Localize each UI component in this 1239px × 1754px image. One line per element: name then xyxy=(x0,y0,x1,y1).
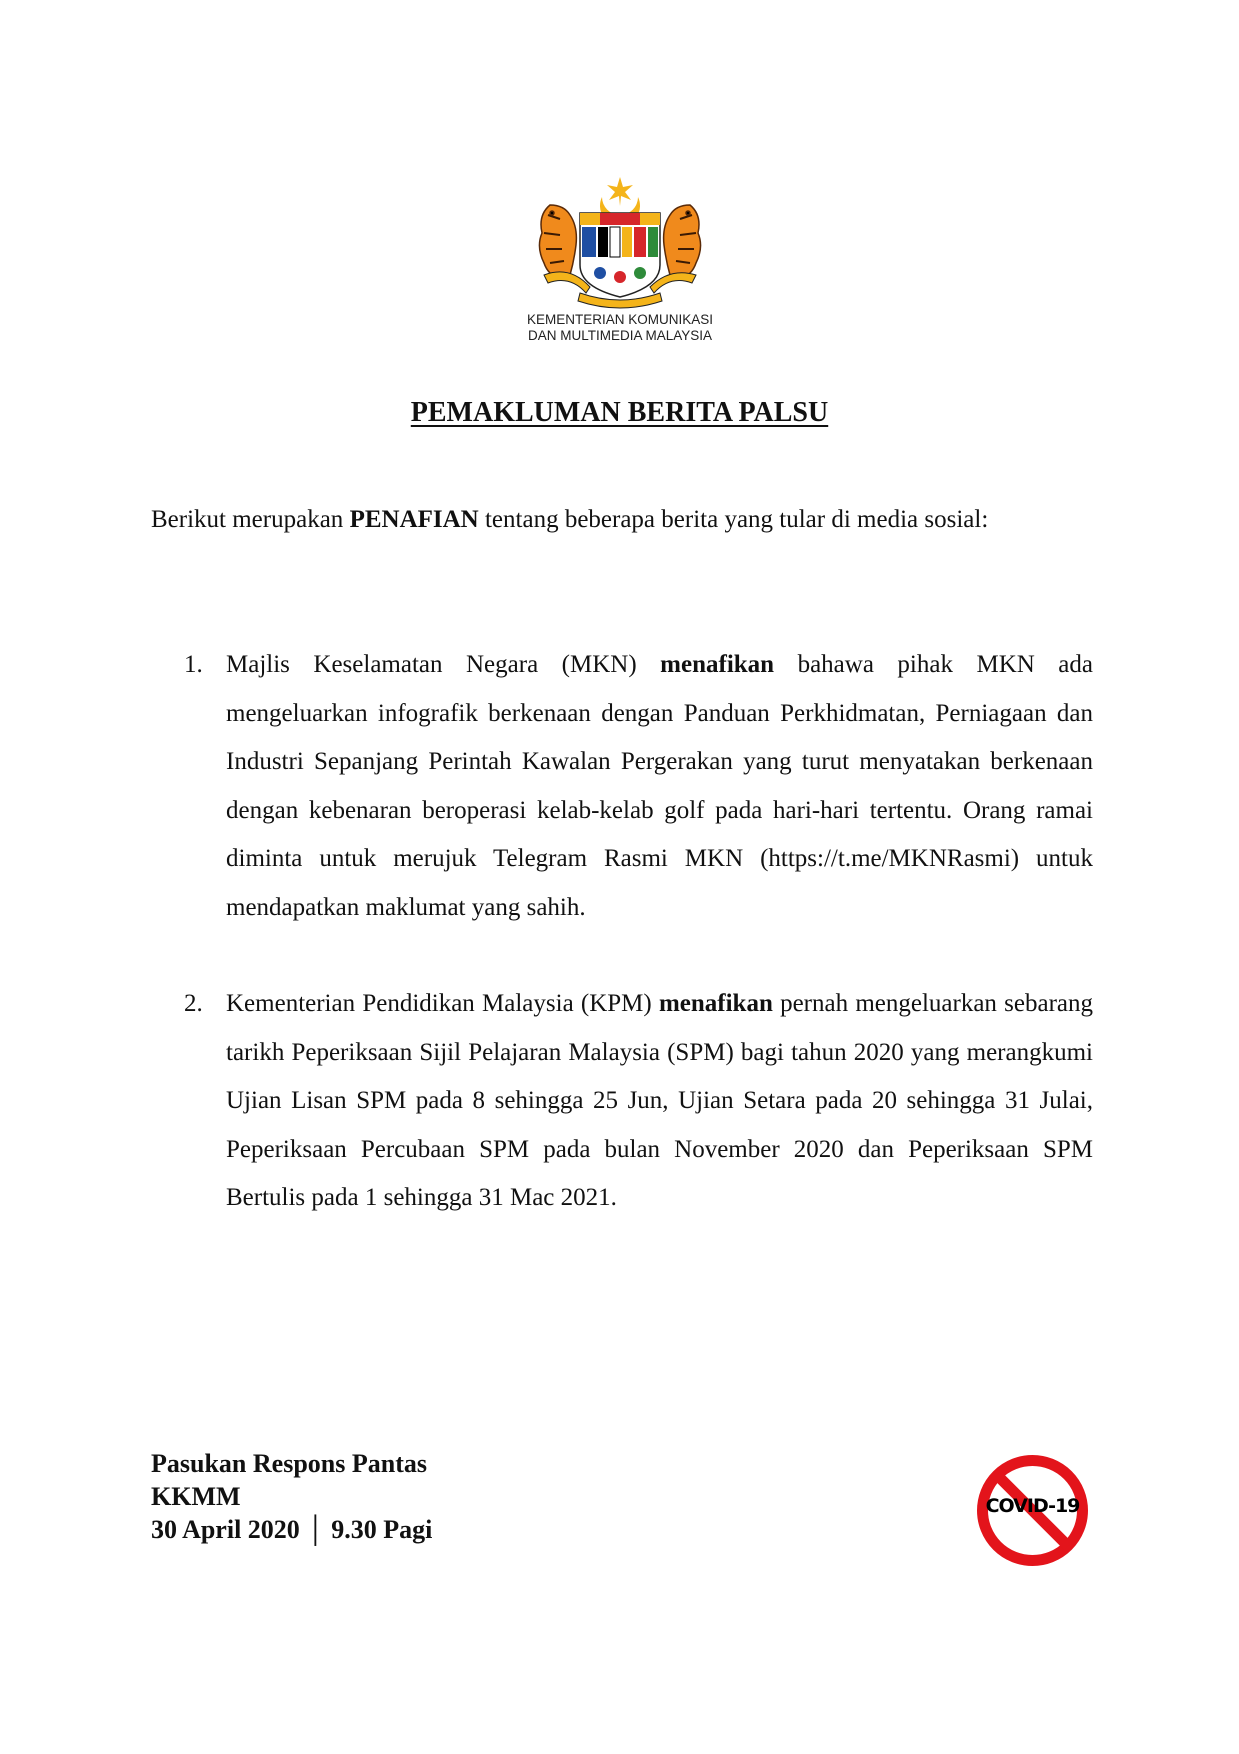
list-item-text-before: Kementerian Pendidikan Malaysia (KPM) xyxy=(226,990,659,1017)
date: 30 April 2020 xyxy=(151,1515,300,1544)
ministry-name xyxy=(480,312,760,344)
coat-of-arms-logo xyxy=(530,175,710,310)
tiger-left-icon xyxy=(539,205,576,279)
denial-list xyxy=(151,641,1093,1223)
no-covid-badge xyxy=(975,1453,1090,1568)
list-item-bold: menafikan xyxy=(658,990,773,1017)
intro-bold: PENAFIAN xyxy=(349,506,479,533)
intro-paragraph xyxy=(151,496,1093,544)
page-title: PEMAKLUMAN BERITA PALSU xyxy=(410,397,829,428)
list-item-number: 1. xyxy=(184,651,203,678)
list-item-number: 2. xyxy=(184,990,203,1017)
shield-icon xyxy=(580,213,660,297)
list-item xyxy=(151,980,1093,1223)
badge-label: COVID-19 xyxy=(985,1495,1080,1517)
list-item-bold: menafikan xyxy=(660,651,775,678)
time: 9.30 Pagi xyxy=(331,1515,433,1544)
signature-block xyxy=(151,1447,432,1546)
list-item-text-after: pernah mengeluarkan sebarang tarikh Peperiksaan Sijil Pelajaran Malaysia (SPM) bagi tahun 2020 yang merangkumi Ujian Lisan SPM pada 8 sehingga 25 Jun, Ujian Setara pada 20 sehingga 31 Julai, Peperiksaan Percubaan SPM pada bulan November 2020 dan Peperiksaan SPM Bertulis pada 1 sehingga 31 Mac 2021. xyxy=(226,990,1093,1211)
intro-text-before: Berikut merupakan xyxy=(151,506,350,533)
org-name: KKMM xyxy=(151,1482,241,1511)
date-time-line xyxy=(151,1513,432,1546)
tiger-right-icon xyxy=(664,205,701,279)
list-item xyxy=(151,641,1093,932)
list-item-text-before: Majlis Keselamatan Negara (MKN) xyxy=(226,651,661,678)
separator: │ xyxy=(306,1515,325,1544)
team-name: Pasukan Respons Pantas xyxy=(151,1449,427,1478)
ministry-line-2: DAN MULTIMEDIA MALAYSIA xyxy=(527,328,713,343)
intro-text-after: tentang beberapa berita yang tular di media sosial: xyxy=(478,506,989,533)
list-item-text-after: bahawa pihak MKN ada mengeluarkan infografik berkenaan dengan Panduan Perkhidmatan, Perniagaan dan Industri Sepanjang Perintah Kawalan Pergerakan yang turut menyatakan berkenaan dengan kebenaran beroperasi kelab-kelab golf pada hari-hari tertentu. Orang ramai diminta untuk merujuk Telegram Rasmi MKN (https://t.me/MKNRasmi) untuk mendapatkan maklumat yang sahih. xyxy=(226,651,1094,921)
ministry-line-1: KEMENTERIAN KOMUNIKASI xyxy=(526,312,714,327)
